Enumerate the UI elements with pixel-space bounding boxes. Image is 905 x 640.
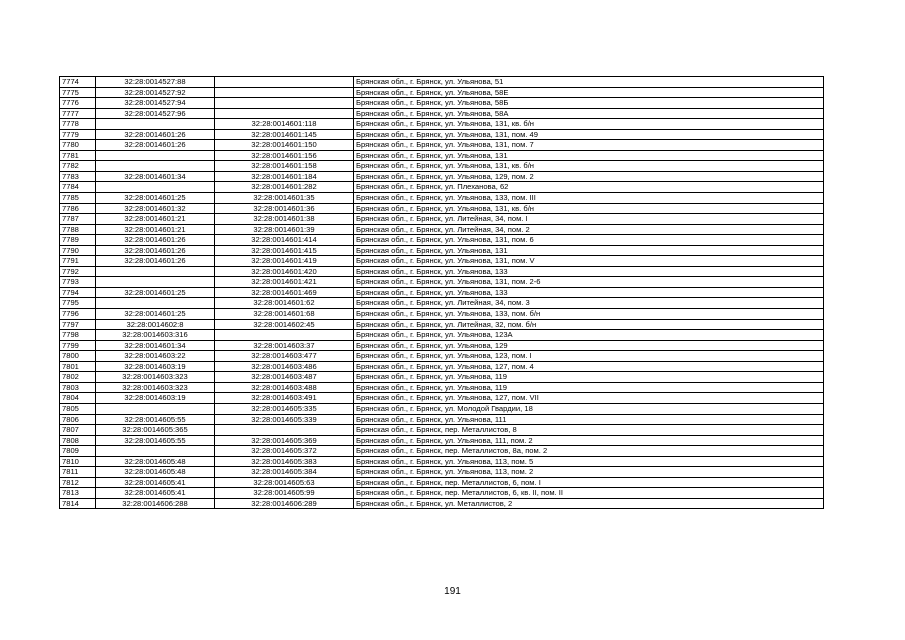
object-cadastral-number-cell: 32:28:0014601:156: [215, 150, 354, 161]
address-cell: Брянская обл., г. Брянск, ул. Ульянова, 133: [354, 287, 824, 298]
registry-table: [59, 76, 824, 509]
address-cell: Брянская обл., г. Брянск, пер. Металлистов, 8а, пом. 2: [354, 446, 824, 457]
row-number-cell: 7803: [60, 382, 96, 393]
object-cadastral-number-cell: [215, 87, 354, 98]
address-cell: Брянская обл., г. Брянск, ул. Ульянова, 131: [354, 245, 824, 256]
table-row: [60, 382, 824, 393]
address-cell: Брянская обл., г. Брянск, ул. Ульянова, 129: [354, 340, 824, 351]
table-row: [60, 129, 824, 140]
row-number-cell: 7781: [60, 150, 96, 161]
cadastral-number-cell: [96, 298, 215, 309]
row-number-cell: 7804: [60, 393, 96, 404]
row-number-cell: 7810: [60, 456, 96, 467]
page-number: 191: [444, 586, 461, 597]
object-cadastral-number-cell: 32:28:0014601:184: [215, 171, 354, 182]
cadastral-number-cell: 32:28:0014601:26: [96, 245, 215, 256]
table-row: [60, 330, 824, 341]
object-cadastral-number-cell: 32:28:0014603:487: [215, 372, 354, 383]
object-cadastral-number-cell: 32:28:0014601:36: [215, 203, 354, 214]
address-cell: Брянская обл., г. Брянск, ул. Ульянова, 133, пом. III: [354, 193, 824, 204]
row-number-cell: 7778: [60, 119, 96, 130]
address-cell: Брянская обл., г. Брянск, ул. Ульянова, 127, пом. 4: [354, 361, 824, 372]
cadastral-number-cell: 32:28:0014605:55: [96, 435, 215, 446]
address-cell: Брянская обл., г. Брянск, ул. Ульянова, 129, пом. 2: [354, 171, 824, 182]
object-cadastral-number-cell: 32:28:0014601:415: [215, 245, 354, 256]
address-cell: Брянская обл., г. Брянск, ул. Ульянова, 51: [354, 77, 824, 88]
address-cell: Брянская обл., г. Брянск, ул. Ульянова, 131, кв. б/н: [354, 119, 824, 130]
table-row: [60, 414, 824, 425]
cadastral-number-cell: [96, 403, 215, 414]
address-cell: Брянская обл., г. Брянск, ул. Литейная, 32, пом. б/н: [354, 319, 824, 330]
object-cadastral-number-cell: 32:28:0014605:63: [215, 477, 354, 488]
row-number-cell: 7799: [60, 340, 96, 351]
row-number-cell: 7790: [60, 245, 96, 256]
row-number-cell: 7807: [60, 425, 96, 436]
row-number-cell: 7797: [60, 319, 96, 330]
cadastral-number-cell: 32:28:0014605:41: [96, 488, 215, 499]
cadastral-number-cell: 32:28:0014603:316: [96, 330, 215, 341]
address-cell: Брянская обл., г. Брянск, ул. Ульянова, 123А: [354, 330, 824, 341]
cadastral-number-cell: [96, 446, 215, 457]
address-cell: Брянская обл., г. Брянск, ул. Ульянова, 131: [354, 150, 824, 161]
object-cadastral-number-cell: 32:28:0014603:486: [215, 361, 354, 372]
table-row: [60, 224, 824, 235]
address-cell: Брянская обл., г. Брянск, ул. Ульянова, 131, пом. 6: [354, 235, 824, 246]
address-cell: Брянская обл., г. Брянск, ул. Ульянова, 58Б: [354, 98, 824, 109]
object-cadastral-number-cell: [215, 425, 354, 436]
row-number-cell: 7779: [60, 129, 96, 140]
address-cell: Брянская обл., г. Брянск, ул. Ульянова, 119: [354, 372, 824, 383]
row-number-cell: 7808: [60, 435, 96, 446]
object-cadastral-number-cell: 32:28:0014601:420: [215, 266, 354, 277]
address-cell: Брянская обл., г. Брянск, ул. Ульянова, 131, пом. 49: [354, 129, 824, 140]
table-row: [60, 498, 824, 509]
address-cell: Брянская обл., г. Брянск, ул. Ульянова, 131, пом. 2-6: [354, 277, 824, 288]
object-cadastral-number-cell: 32:28:0014606:289: [215, 498, 354, 509]
object-cadastral-number-cell: 32:28:0014605:372: [215, 446, 354, 457]
table-row: [60, 403, 824, 414]
object-cadastral-number-cell: 32:28:0014601:39: [215, 224, 354, 235]
table-row: [60, 340, 824, 351]
table-row: [60, 119, 824, 130]
address-cell: Брянская обл., г. Брянск, ул. Ульянова, 119: [354, 382, 824, 393]
object-cadastral-number-cell: [215, 77, 354, 88]
address-cell: Брянская обл., г. Брянск, ул. Ульянова, 131, пом. 7: [354, 140, 824, 151]
row-number-cell: 7783: [60, 171, 96, 182]
address-cell: Брянская обл., г. Брянск, пер. Металлистов, 6, пом. I: [354, 477, 824, 488]
object-cadastral-number-cell: 32:28:0014601:118: [215, 119, 354, 130]
cadastral-number-cell: 32:28:0014601:26: [96, 140, 215, 151]
cadastral-number-cell: 32:28:0014601:21: [96, 214, 215, 225]
cadastral-number-cell: [96, 150, 215, 161]
cadastral-number-cell: 32:28:0014527:92: [96, 87, 215, 98]
address-cell: Брянская обл., г. Брянск, ул. Ульянова, 131, кв. б/н: [354, 203, 824, 214]
table-row: [60, 351, 824, 362]
object-cadastral-number-cell: 32:28:0014605:335: [215, 403, 354, 414]
object-cadastral-number-cell: 32:28:0014601:414: [215, 235, 354, 246]
row-number-cell: 7786: [60, 203, 96, 214]
cadastral-number-cell: 32:28:0014601:25: [96, 287, 215, 298]
row-number-cell: 7809: [60, 446, 96, 457]
cadastral-number-cell: 32:28:0014601:26: [96, 235, 215, 246]
row-number-cell: 7785: [60, 193, 96, 204]
row-number-cell: 7805: [60, 403, 96, 414]
row-number-cell: 7784: [60, 182, 96, 193]
cadastral-number-cell: 32:28:0014602:8: [96, 319, 215, 330]
object-cadastral-number-cell: 32:28:0014603:491: [215, 393, 354, 404]
cadastral-number-cell: 32:28:0014605:48: [96, 456, 215, 467]
table-row: [60, 203, 824, 214]
address-cell: Брянская обл., г. Брянск, ул. Литейная, 34, пом. 2: [354, 224, 824, 235]
cadastral-number-cell: 32:28:0014527:96: [96, 108, 215, 119]
table-row: [60, 456, 824, 467]
table-row: [60, 256, 824, 267]
address-cell: Брянская обл., г. Брянск, ул. Литейная, 34, пом. 3: [354, 298, 824, 309]
address-cell: Брянская обл., г. Брянск, ул. Металлистов, 2: [354, 498, 824, 509]
row-number-cell: 7806: [60, 414, 96, 425]
row-number-cell: 7775: [60, 87, 96, 98]
table-row: [60, 372, 824, 383]
object-cadastral-number-cell: 32:28:0014601:282: [215, 182, 354, 193]
table-row: [60, 467, 824, 478]
cadastral-number-cell: 32:28:0014605:41: [96, 477, 215, 488]
table-row: [60, 287, 824, 298]
table-row: [60, 98, 824, 109]
cadastral-number-cell: [96, 266, 215, 277]
object-cadastral-number-cell: 32:28:0014601:35: [215, 193, 354, 204]
table-row: [60, 182, 824, 193]
address-cell: Брянская обл., г. Брянск, ул. Ульянова, 133: [354, 266, 824, 277]
address-cell: Брянская обл., г. Брянск, ул. Ульянова, 111: [354, 414, 824, 425]
address-cell: Брянская обл., г. Брянск, ул. Литейная, 34, пом. I: [354, 214, 824, 225]
table-row: [60, 298, 824, 309]
table-row: [60, 319, 824, 330]
table-row: [60, 161, 824, 172]
cadastral-number-cell: 32:28:0014603:22: [96, 351, 215, 362]
address-cell: Брянская обл., г. Брянск, ул. Ульянова, 127, пом. VII: [354, 393, 824, 404]
object-cadastral-number-cell: 32:28:0014601:62: [215, 298, 354, 309]
object-cadastral-number-cell: 32:28:0014601:145: [215, 129, 354, 140]
registry-table-body: [60, 77, 824, 509]
object-cadastral-number-cell: 32:28:0014603:488: [215, 382, 354, 393]
object-cadastral-number-cell: 32:28:0014601:419: [215, 256, 354, 267]
row-number-cell: 7800: [60, 351, 96, 362]
table-row: [60, 235, 824, 246]
row-number-cell: 7791: [60, 256, 96, 267]
table-row: [60, 171, 824, 182]
object-cadastral-number-cell: 32:28:0014601:68: [215, 309, 354, 320]
object-cadastral-number-cell: 32:28:0014605:384: [215, 467, 354, 478]
table-row: [60, 108, 824, 119]
object-cadastral-number-cell: 32:28:0014603:37: [215, 340, 354, 351]
object-cadastral-number-cell: [215, 330, 354, 341]
row-number-cell: 7798: [60, 330, 96, 341]
table-row: [60, 266, 824, 277]
table-row: [60, 140, 824, 151]
row-number-cell: 7793: [60, 277, 96, 288]
table-row: [60, 477, 824, 488]
cadastral-number-cell: 32:28:0014605:48: [96, 467, 215, 478]
table-row: [60, 309, 824, 320]
object-cadastral-number-cell: 32:28:0014601:469: [215, 287, 354, 298]
address-cell: Брянская обл., г. Брянск, пер. Металлистов, 8: [354, 425, 824, 436]
object-cadastral-number-cell: 32:28:0014602:45: [215, 319, 354, 330]
table-row: [60, 193, 824, 204]
row-number-cell: 7782: [60, 161, 96, 172]
cadastral-number-cell: 32:28:0014601:25: [96, 193, 215, 204]
row-number-cell: 7801: [60, 361, 96, 372]
table-row: [60, 425, 824, 436]
address-cell: Брянская обл., г. Брянск, ул. Ульянова, 58Е: [354, 87, 824, 98]
address-cell: Брянская обл., г. Брянск, ул. Плеханова, 62: [354, 182, 824, 193]
object-cadastral-number-cell: 32:28:0014605:339: [215, 414, 354, 425]
row-number-cell: 7792: [60, 266, 96, 277]
address-cell: Брянская обл., г. Брянск, ул. Ульянова, 113, пом. 5: [354, 456, 824, 467]
table-row: [60, 245, 824, 256]
cadastral-number-cell: 32:28:0014601:34: [96, 171, 215, 182]
cadastral-number-cell: 32:28:0014601:32: [96, 203, 215, 214]
row-number-cell: 7780: [60, 140, 96, 151]
address-cell: Брянская обл., г. Брянск, ул. Ульянова, 111, пом. 2: [354, 435, 824, 446]
table-row: [60, 393, 824, 404]
object-cadastral-number-cell: 32:28:0014605:99: [215, 488, 354, 499]
cadastral-number-cell: 32:28:0014606:288: [96, 498, 215, 509]
table-row: [60, 277, 824, 288]
row-number-cell: 7812: [60, 477, 96, 488]
cadastral-number-cell: 32:28:0014601:26: [96, 256, 215, 267]
table-row: [60, 150, 824, 161]
row-number-cell: 7811: [60, 467, 96, 478]
cadastral-number-cell: [96, 119, 215, 130]
address-cell: Брянская обл., г. Брянск, ул. Ульянова, 131, кв. б/н: [354, 161, 824, 172]
row-number-cell: 7777: [60, 108, 96, 119]
address-cell: Брянская обл., г. Брянск, ул. Ульянова, 131, пом. V: [354, 256, 824, 267]
row-number-cell: 7776: [60, 98, 96, 109]
address-cell: Брянская обл., г. Брянск, ул. Ульянова, 133, пом. б/н: [354, 309, 824, 320]
object-cadastral-number-cell: 32:28:0014601:150: [215, 140, 354, 151]
object-cadastral-number-cell: 32:28:0014605:369: [215, 435, 354, 446]
cadastral-number-cell: [96, 182, 215, 193]
object-cadastral-number-cell: 32:28:0014603:477: [215, 351, 354, 362]
cadastral-number-cell: 32:28:0014601:34: [96, 340, 215, 351]
cadastral-number-cell: [96, 161, 215, 172]
object-cadastral-number-cell: [215, 108, 354, 119]
cadastral-number-cell: 32:28:0014603:323: [96, 382, 215, 393]
cadastral-number-cell: [96, 277, 215, 288]
table-row: [60, 361, 824, 372]
cadastral-number-cell: 32:28:0014527:88: [96, 77, 215, 88]
cadastral-number-cell: 32:28:0014601:25: [96, 309, 215, 320]
cadastral-number-cell: 32:28:0014527:94: [96, 98, 215, 109]
table-row: [60, 214, 824, 225]
object-cadastral-number-cell: 32:28:0014601:158: [215, 161, 354, 172]
cadastral-number-cell: 32:28:0014603:19: [96, 393, 215, 404]
cadastral-number-cell: 32:28:0014603:323: [96, 372, 215, 383]
row-number-cell: 7795: [60, 298, 96, 309]
address-cell: Брянская обл., г. Брянск, ул. Ульянова, 123, пом. I: [354, 351, 824, 362]
cadastral-number-cell: 32:28:0014605:365: [96, 425, 215, 436]
table-row: [60, 87, 824, 98]
row-number-cell: 7787: [60, 214, 96, 225]
table-row: [60, 435, 824, 446]
object-cadastral-number-cell: [215, 98, 354, 109]
row-number-cell: 7802: [60, 372, 96, 383]
object-cadastral-number-cell: 32:28:0014605:383: [215, 456, 354, 467]
row-number-cell: 7814: [60, 498, 96, 509]
row-number-cell: 7774: [60, 77, 96, 88]
object-cadastral-number-cell: 32:28:0014601:38: [215, 214, 354, 225]
cadastral-number-cell: 32:28:0014603:19: [96, 361, 215, 372]
cadastral-number-cell: 32:28:0014601:26: [96, 129, 215, 140]
address-cell: Брянская обл., г. Брянск, ул. Молодой Гвардии, 18: [354, 403, 824, 414]
row-number-cell: 7788: [60, 224, 96, 235]
row-number-cell: 7813: [60, 488, 96, 499]
table-row: [60, 446, 824, 457]
cadastral-number-cell: 32:28:0014605:55: [96, 414, 215, 425]
cadastral-number-cell: 32:28:0014601:21: [96, 224, 215, 235]
table-row: [60, 488, 824, 499]
row-number-cell: 7789: [60, 235, 96, 246]
address-cell: Брянская обл., г. Брянск, ул. Ульянова, 113, пом. 2: [354, 467, 824, 478]
row-number-cell: 7794: [60, 287, 96, 298]
address-cell: Брянская обл., г. Брянск, ул. Ульянова, 58А: [354, 108, 824, 119]
table-row: [60, 77, 824, 88]
row-number-cell: 7796: [60, 309, 96, 320]
address-cell: Брянская обл., г. Брянск, пер. Металлистов, 6, кв. II, пом. II: [354, 488, 824, 499]
object-cadastral-number-cell: 32:28:0014601:421: [215, 277, 354, 288]
